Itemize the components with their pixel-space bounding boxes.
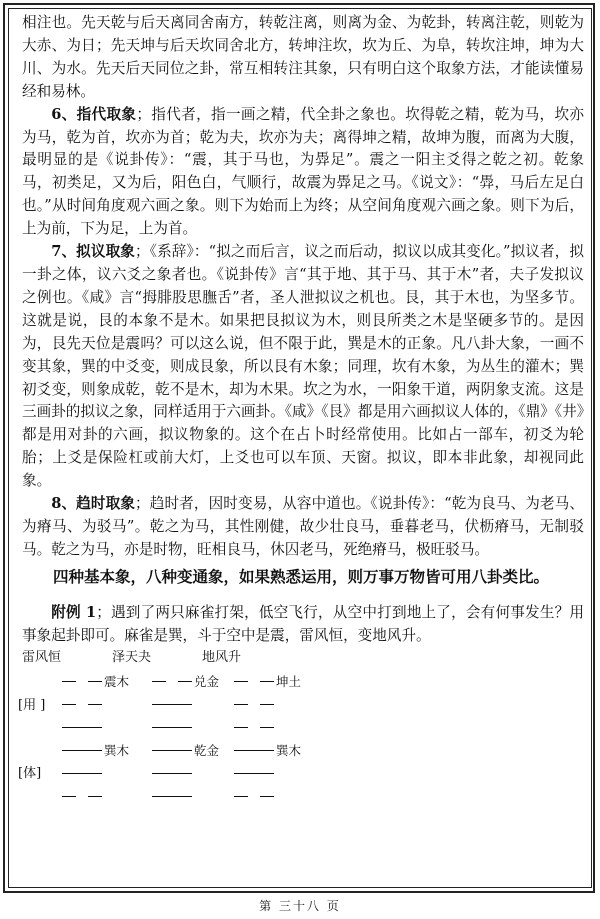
heng-line-1-right xyxy=(88,796,102,797)
section-6-body: ；指代者，指一画之精，代全卦之象也。坎得乾之精，乾为马，坎亦为马，乾为首，坎亦为首；乾为夫，坎亦为夫；离得坤之精，故坤为腹，而离为大腹，最明显的是《说卦传》：“震，其于马也，为馵足”。震之一阳主爻得之乾之初。乾象马，初类足，又为后，阳色白，气顺行，故震为馵足之马。《说文》：“馵，马后左足白也。”从时间角度观六画之象。则下为始而上为终；从空间角度观六画之象。则下为后，上为前，下为足，上为首。 xyxy=(22,105,585,238)
guai-line-1 xyxy=(152,796,192,797)
example-1-heading: 附例 1 xyxy=(51,603,97,621)
hexagram-name-heng: 雷风恒 xyxy=(22,650,62,666)
heng-line-5-left xyxy=(62,704,76,705)
page-number: 第 三十八 页 xyxy=(259,899,341,913)
section-7-body: ；《系辞》：“拟之而后言，议之而后动，拟议以成其变化。”拟议者，拟一卦之体，议六爻之象者也。《说卦传》言“其于地、其于马、其于木”者，夫子发拟议之例也。《咸》言“拇腓股思膴舌”者，圣人泄拟议之机也。艮，其于木也，为坚多节。这就是说，艮的本象不是木。如果把艮拟议为木，则艮所类之木是坚硬多节的。是因为，艮先天位是震吗？可以这么说，但不限于此，巽是木的正象。凡八卦大象，一画不变其象，巽的中爻变，则成艮象，所以艮有木象；同理，坎有木象，为丛生的灌木；巽初爻变，则象成乾，乾不是木，却为木果。坎之为水，一阳象干道，两阴象支流。这是三画卦的拟议之象，同样适用于六画卦。《咸》《艮》都是用六画拟议人体的，《鼎》《井》都是用对卦的六画，拟议物象的。这个在占卜时经常使用。比如占一部车，初爻为轮胎；上爻是保险杠或前大灯，上爻也可以车顶、天窗。拟议，即本非此象，却视同此象。 xyxy=(22,243,584,490)
heng-line-2 xyxy=(62,773,102,774)
sheng-line-6-right xyxy=(260,681,274,682)
section-8-body: ；趋时者，因时变易，从容中道也。《说卦传》：“乾为良马、为老马、为瘠马、为驳马”。乾之为马，其性刚健，故少壮良马，垂暮老马，伏枥瘠马，无制驳马。乾之为马，亦是时物，旺相良马，休囚老马，死绝瘠马，极旺驳马。 xyxy=(22,495,584,558)
sheng-line-6-left xyxy=(234,681,248,682)
guai-line-4 xyxy=(152,727,192,728)
role-label-ti: [体] xyxy=(18,766,42,782)
hexagram-name-guai: 泽天夬 xyxy=(112,650,152,666)
sheng-line-1-left xyxy=(234,796,248,797)
sheng-lower-trigram: 巽木 xyxy=(276,743,302,759)
section-7-heading: 7、拟议取象 xyxy=(51,243,135,261)
heng-line-6-right xyxy=(88,681,102,682)
sheng-line-5-right xyxy=(260,704,274,705)
sheng-line-4-right xyxy=(260,727,274,728)
section-6-heading: 6、指代取象 xyxy=(51,105,137,123)
guai-line-6-right xyxy=(178,681,192,682)
heng-upper-trigram: 震木 xyxy=(104,674,130,690)
sheng-line-1-right xyxy=(260,796,274,797)
example-1-body: ；遇到了两只麻雀打架，低空飞行，从空中打到地上了，会有何事发生？用事象起卦即可。麻雀是巽，斗于空中是震，雷风恒，变地风升。 xyxy=(22,603,584,644)
section-7 xyxy=(22,241,584,493)
section-8 xyxy=(22,493,584,562)
guai-lower-trigram: 乾金 xyxy=(194,743,220,759)
hexagram-diagram xyxy=(18,647,584,807)
section-8-heading: 8、趋时取象 xyxy=(51,495,136,513)
top-paragraph: 相注也。先天乾与后天离同舍南方，转乾注离，则离为金、为乾卦，转离注乾，则乾为大赤、为日；先天坤与后天坎同舍北方，转坤注坎，坎为丘、为阜，转坎注坤，坤为大川、为水。先天后天同位之卦，常互相转注其象，只有明白这个取象方法，才能读懂易经和易林。 xyxy=(22,14,584,100)
page-content xyxy=(18,12,585,807)
sheng-line-5-left xyxy=(234,704,248,705)
heng-line-1-left xyxy=(62,796,76,797)
heng-line-5-right xyxy=(88,704,102,705)
sheng-line-4-left xyxy=(234,727,248,728)
guai-line-6-left xyxy=(152,681,166,682)
sheng-line-3 xyxy=(234,750,274,751)
sheng-upper-trigram: 坤土 xyxy=(276,674,302,690)
guai-line-5 xyxy=(152,704,192,705)
guai-line-3 xyxy=(152,750,192,751)
heng-line-4 xyxy=(62,727,102,728)
guai-upper-trigram: 兑金 xyxy=(194,674,220,690)
hexagram-name-sheng: 地风升 xyxy=(202,650,242,666)
role-label-yong: [用 ] xyxy=(18,698,46,714)
sheng-line-2 xyxy=(234,773,274,774)
heng-line-3 xyxy=(62,750,102,751)
summary-line: 四种基本象，八种变通象，如果熟悉运用，则万事万物皆可用八卦类比。 xyxy=(53,566,550,586)
section-6 xyxy=(22,104,584,241)
heng-line-6-left xyxy=(62,681,76,682)
example-1 xyxy=(22,602,584,648)
guai-line-2 xyxy=(152,773,192,774)
heng-lower-trigram: 巽木 xyxy=(104,743,130,759)
